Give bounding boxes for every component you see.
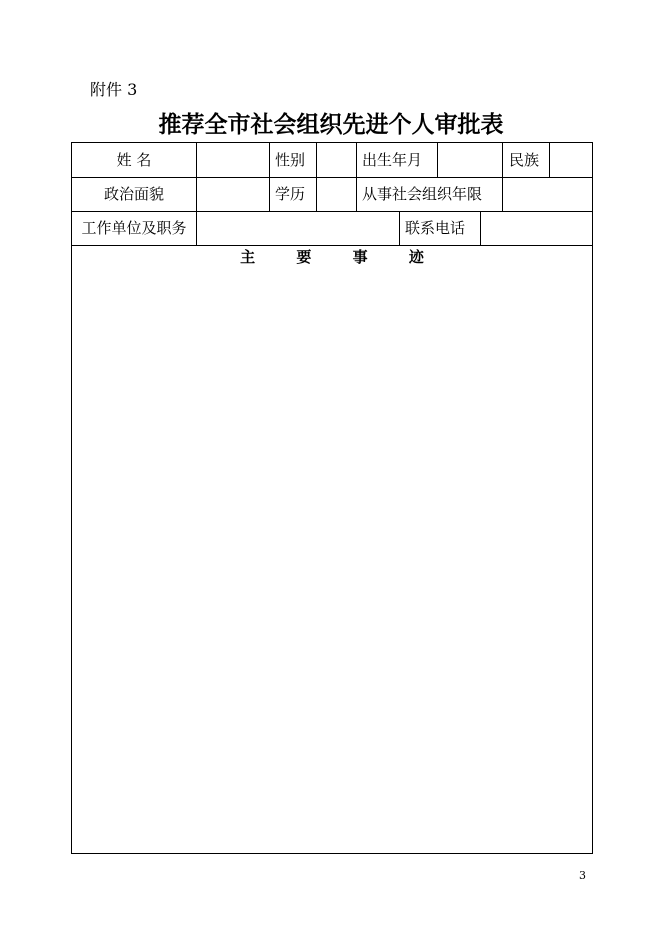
gender-label: 性别 (275, 151, 306, 169)
political-status-label: 政治面貌 (103, 185, 164, 203)
main-deeds-heading: 主 要 事 迹 (240, 248, 442, 266)
name-label: 姓 名 (116, 151, 152, 169)
years-in-social-org-label: 从事社会组织年限 (362, 185, 483, 203)
phone-label: 联系电话 (405, 219, 466, 237)
education-field[interactable] (317, 178, 356, 211)
phone-field[interactable] (481, 212, 592, 245)
attachment-label: 附件 3 (90, 80, 138, 99)
political-status-field[interactable] (197, 178, 269, 211)
birth-date-label: 出生年月 (362, 151, 423, 169)
ethnicity-label: 民族 (509, 151, 540, 169)
ethnicity-field[interactable] (550, 144, 592, 177)
column-divider (356, 177, 357, 211)
column-divider (399, 211, 400, 245)
birth-date-field[interactable] (438, 144, 502, 177)
column-divider (502, 143, 503, 177)
work-unit-position-field[interactable] (197, 212, 399, 245)
education-label: 学历 (275, 185, 306, 203)
years-in-social-org-field[interactable] (503, 178, 592, 211)
row-divider (72, 245, 592, 246)
main-deeds-field[interactable] (73, 269, 591, 852)
column-divider (269, 177, 270, 211)
name-field[interactable] (197, 144, 269, 177)
approval-form-table (71, 142, 593, 854)
work-unit-position-label: 工作单位及职务 (81, 219, 187, 237)
column-divider (356, 143, 357, 177)
page-number: 3 (579, 869, 586, 882)
form-title: 推荐全市社会组织先进个人审批表 (158, 111, 504, 138)
column-divider (269, 143, 270, 177)
gender-field[interactable] (317, 144, 356, 177)
